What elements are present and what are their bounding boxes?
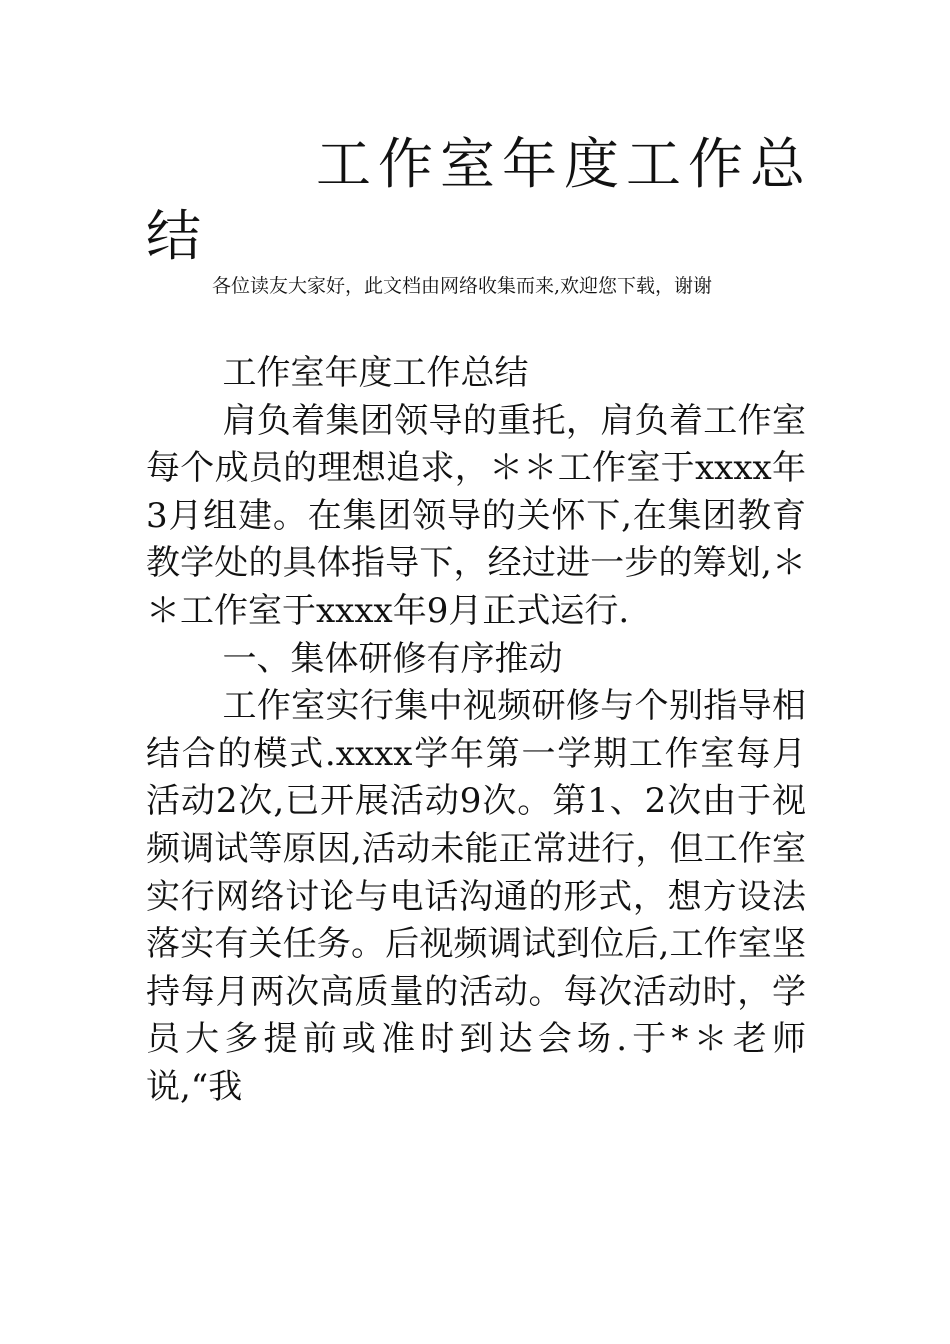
download-notice: 各位读友大家好，此文档由网络收集而来,欢迎您下载，谢谢 bbox=[212, 275, 713, 297]
document-title: 工作室年度工作总结 bbox=[146, 132, 813, 268]
section-paragraph: 工作室实行集中视频研修与个别指导相结合的模式.xxxx学年第一学期工作室每月活动2次,已开展活动9次。第1、2次由于视频调试等原因,活动未能正常进行，但工作室实行网络讨论与电话沟通的形式，想方设法落实有关任务。后视频调试到位后,工作室坚持每月两次高质量的活动。每次活动时，学员大多提前或准时到达会场.于*＊老师说,“我 bbox=[146, 686, 806, 1107]
document-body bbox=[146, 350, 806, 1112]
section-heading: 一、集体研修有序推动 bbox=[222, 638, 563, 679]
body-heading: 工作室年度工作总结 bbox=[222, 353, 529, 393]
intro-paragraph: 肩负着集团领导的重托，肩负着工作室每个成员的理想追求，＊＊工作室于xxxx年3月组建。在集团领导的关怀下,在集团教育教学处的具体指导下，经过进一步的筹划,＊＊工作室于xxxx年9月正式运行. bbox=[146, 400, 806, 631]
